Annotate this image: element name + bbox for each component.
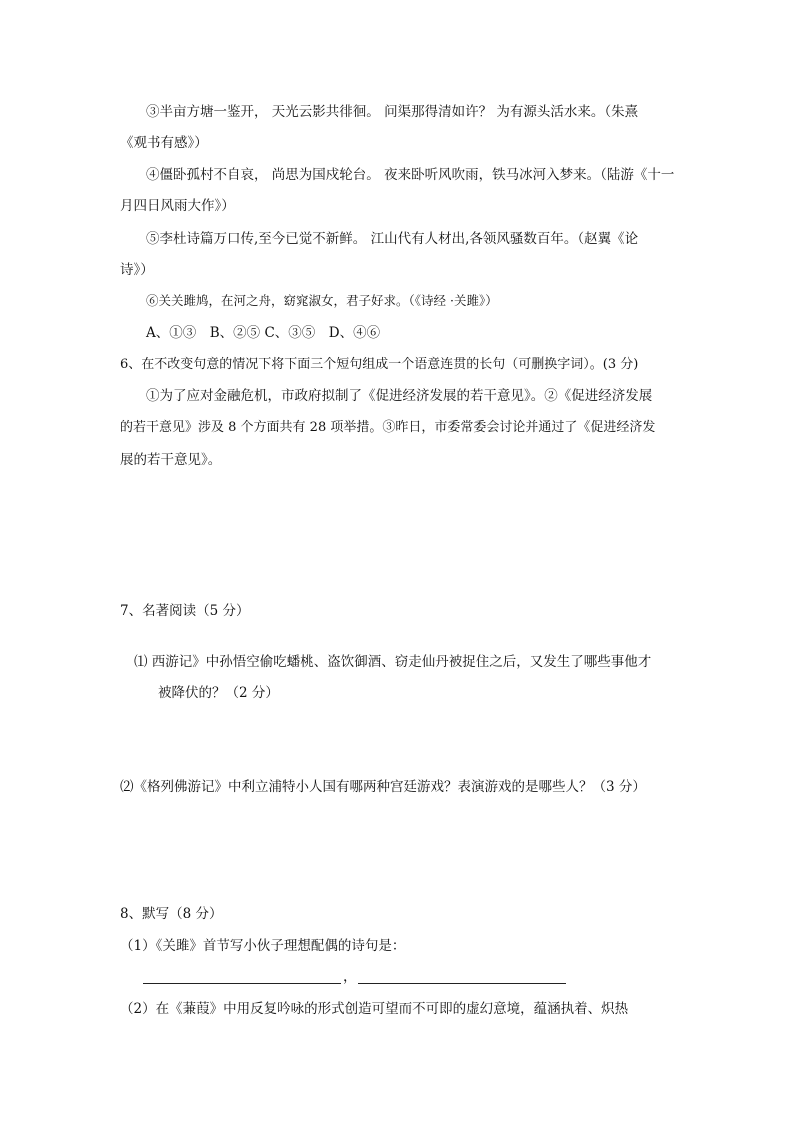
answer-blank-2[interactable] bbox=[358, 983, 566, 984]
question-8-title: 8、默写（8 分） bbox=[120, 906, 223, 922]
poem-6-line: ⑥关关雎鸠，在河之舟，窈窕淑女，君子好求。（《诗经 ·关雎》） bbox=[146, 293, 498, 308]
poem-4-line-2: 月四日风雨大作》） bbox=[120, 198, 235, 214]
answer-blank-1[interactable] bbox=[143, 983, 341, 984]
question-7-sub-1-line-1: ⑴ 西游记》中孙悟空偷吃蟠桃、盗饮御酒、窃走仙丹被捉住之后，又发生了哪些事他才 bbox=[134, 654, 652, 670]
poem-5-line-1: ⑤李杜诗篇万口传,至今已觉不新鲜。 江山代有人材出,各领风骚数百年。（赵翼《论 bbox=[146, 231, 639, 247]
question-7-title: 7、名著阅读（5 分） bbox=[120, 603, 250, 619]
question-6-title: 6、在不改变句意的情况下将下面三个短句组成一个语意连贯的长句（可删换字词）。(3 分) bbox=[120, 357, 639, 372]
poem-5-line-2: 诗》） bbox=[120, 262, 154, 278]
question-8-sub-2: （2）在《蒹葭》中用反复吟咏的形式创造可望而不可即的虚幻意境，蕴涵执着、炽热 bbox=[120, 1001, 629, 1017]
question-6-line-2: 的若干意见》涉及 8 个方面共有 28 项举措。③昨日，市委常委会讨论并通过了《促进经济发 bbox=[120, 420, 656, 435]
answer-options: A、①③ B、②⑤ C、③⑤ D、④⑥ bbox=[146, 325, 381, 341]
poem-3-line-2: 《观书有感》） bbox=[120, 135, 208, 151]
poem-4-line-1: ④僵卧孤村不自哀， 尚思为国戍轮台。 夜来卧听风吹雨，铁马冰河入梦来。（陆游《十一 bbox=[146, 167, 675, 183]
question-6-line-3: 展的若干意见》。 bbox=[120, 452, 222, 468]
blank-separator-comma: ， bbox=[343, 969, 357, 985]
poem-3-line-1: ③半亩方塘一鉴开， 天光云影共徘徊。 问渠那得清如许？ 为有源头活水来。（朱熹 bbox=[146, 104, 639, 120]
question-8-sub-1: （1）《关雎》首节写小伙子理想配偶的诗句是： bbox=[120, 938, 406, 954]
question-7-sub-2: ⑵《格列佛游记》中利立浦特小人国有哪两种宫廷游戏？表演游戏的是哪些人？（3 分） bbox=[120, 779, 646, 795]
question-6-line-1: ①为了应对金融危机，市政府拟制了《促进经济发展的若干意见》。②《促进经济发展 bbox=[146, 388, 653, 404]
question-7-sub-1-line-2: 被降伏的？（2 分） bbox=[158, 685, 279, 701]
